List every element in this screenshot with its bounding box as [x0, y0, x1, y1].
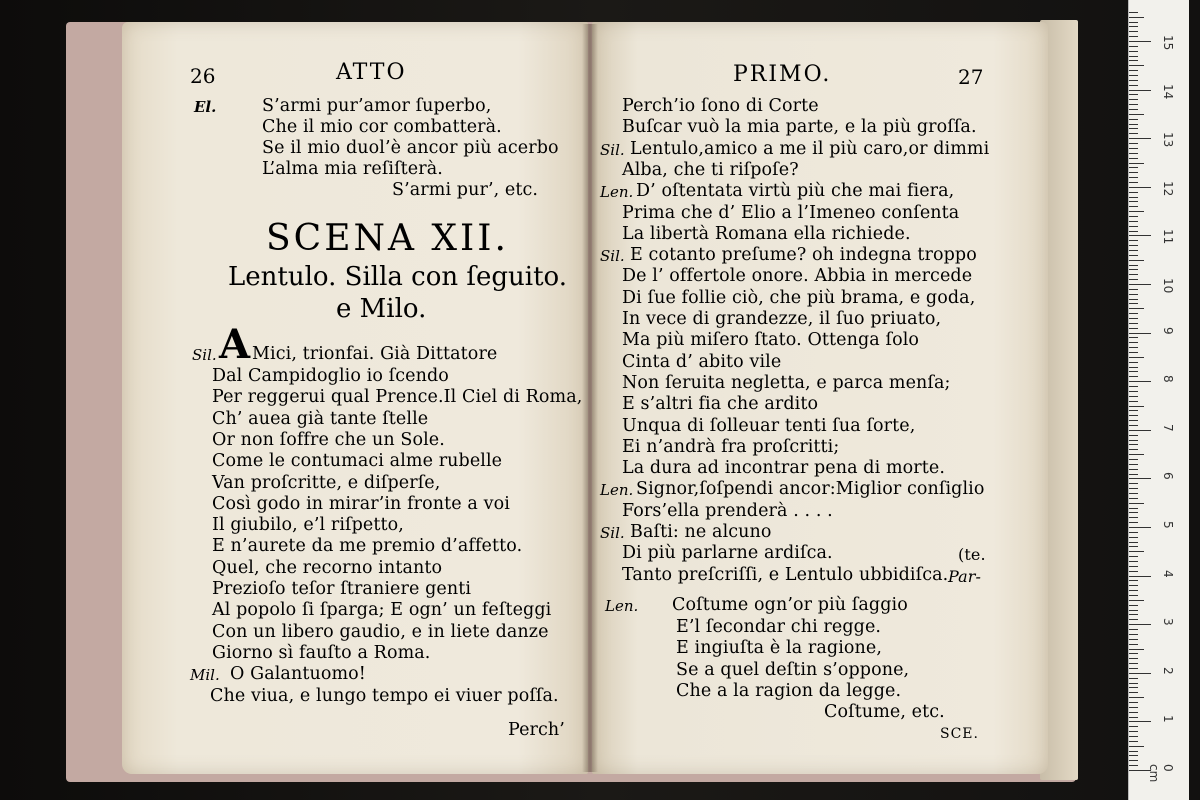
ruler-tick [1129, 12, 1138, 13]
catchword: SCE. [940, 726, 979, 742]
text-line: Prima che d’ Elio a l’Imeneo conſenta [622, 202, 960, 223]
ruler-tick [1129, 367, 1138, 368]
ruler-tick [1129, 449, 1138, 450]
ruler-tick [1129, 216, 1138, 217]
left-page-number: 26 [190, 64, 216, 88]
text-line: Fors’ella prenderà . . . . [622, 500, 833, 521]
aria-line: E ingiuſta è la ragione, [676, 638, 883, 658]
ruler-tick [1129, 260, 1144, 261]
text-line: Or non ſoffre che un Sole. [212, 429, 445, 450]
text-line: L’alma mia reſiſterà. [262, 159, 443, 179]
ruler-tick [1129, 566, 1138, 567]
ruler-number: 9 [1161, 326, 1175, 335]
ruler-tick [1129, 245, 1138, 246]
margin-note: (te. [958, 545, 986, 564]
ruler-tick [1129, 571, 1138, 572]
aria-line: Coſtume ogn’or più ſaggio [672, 595, 908, 615]
ruler-tick [1129, 148, 1138, 149]
ruler-tick [1129, 692, 1138, 693]
text-line: E cotanto preſume? oh indegna troppo [630, 245, 977, 266]
ruler-tick [1129, 65, 1144, 66]
ruler-tick [1129, 498, 1138, 499]
ruler-tick [1129, 542, 1138, 543]
ruler-tick [1129, 391, 1138, 392]
ruler-tick [1129, 454, 1144, 455]
ruler-tick [1129, 561, 1138, 562]
ruler-tick [1129, 532, 1138, 533]
ruler-number: 13 [1161, 132, 1175, 148]
text-line: Buſcar vuò la mia parte, e la più groſſa. [622, 117, 977, 138]
text-line: Prezioſo teſor ſtraniere genti [212, 579, 472, 599]
ruler-tick [1129, 197, 1138, 198]
ruler-tick [1129, 46, 1138, 47]
catchword: Perch’ [508, 720, 565, 740]
text-line: E s’altri fia che ardito [622, 394, 819, 415]
ruler-number: 3 [1161, 618, 1175, 626]
ruler-tick [1129, 133, 1138, 134]
text-line: Unqua di ſolleuar tenti ſua ſorte, [622, 415, 916, 436]
ruler-tick [1129, 231, 1138, 232]
book-gutter [582, 24, 598, 772]
ruler-tick [1129, 585, 1138, 586]
ruler-tick [1129, 624, 1151, 625]
text-line: Lentulo,amico a me il più caro,or dimmi [630, 138, 990, 159]
ruler-tick [1129, 153, 1138, 154]
ruler-tick [1129, 56, 1138, 57]
ruler-tick [1129, 163, 1144, 164]
ruler-tick [1129, 36, 1138, 37]
margin-note: Par- [948, 567, 982, 586]
text-line: Il giubilo, e’l riſpetto, [212, 515, 404, 536]
ruler-tick [1129, 440, 1138, 441]
text-line: Di ſue follie ciò, che più brama, e goda, [622, 287, 976, 308]
ruler-tick [1129, 751, 1138, 752]
text-line: Mici, trionfai. Già Dittatore [252, 344, 498, 364]
ruler-tick [1129, 376, 1138, 377]
ruler-tick [1129, 464, 1138, 465]
ruler-tick [1129, 444, 1138, 445]
right-running-head: PRIMO. [733, 62, 832, 87]
speaker-label: Mil. [190, 666, 220, 684]
ruler-tick [1129, 726, 1138, 727]
ruler-number: 1 [1161, 715, 1175, 724]
ruler-tick [1129, 158, 1138, 159]
text-line: Al popolo ſi ſparga; E ogn’ un feſteggi [212, 600, 552, 621]
ruler-tick [1129, 435, 1138, 436]
drop-cap: A [219, 321, 251, 368]
ruler-number: 6 [1161, 472, 1175, 481]
ruler-tick [1129, 605, 1138, 606]
text-line: Van proſcritte, e diſperſe, [212, 472, 441, 493]
ruler-tick [1129, 537, 1138, 538]
ruler-tick [1129, 172, 1138, 173]
ruler-tick [1129, 658, 1138, 659]
text-line: Ei n’andrà fra proſcritti; [622, 436, 840, 457]
text-line: Signor,ſoſpendi ancor:Miglior conſiglio [636, 479, 985, 500]
ruler-number: 10 [1161, 278, 1175, 294]
ruler-tick [1129, 474, 1138, 475]
scene-characters-cont: e Milo. [336, 294, 427, 324]
ruler-tick [1129, 503, 1144, 504]
ruler-tick [1129, 187, 1151, 188]
text-line: Dal Campidoglio io ſcendo [212, 366, 449, 386]
ruler-tick [1129, 17, 1144, 18]
ruler-tick [1129, 649, 1144, 650]
ruler-tick [1129, 289, 1138, 290]
ruler-tick [1129, 357, 1144, 358]
ruler-tick [1129, 396, 1138, 397]
ruler-tick [1129, 401, 1138, 402]
ruler-tick [1129, 527, 1151, 528]
ruler-tick [1129, 687, 1138, 688]
ruler-tick [1129, 109, 1138, 110]
ruler-tick [1129, 420, 1138, 421]
ruler-tick [1129, 255, 1138, 256]
ruler-tick [1129, 386, 1138, 387]
ruler-tick [1129, 347, 1138, 348]
ruler-tick [1129, 265, 1138, 266]
ruler-tick [1129, 619, 1138, 620]
ruler-tick [1129, 75, 1138, 76]
text-line: Giorno sì fauſto a Roma. [212, 642, 431, 663]
text-line: De l’ offertole onore. Abbia in mercede [622, 266, 973, 287]
ruler-tick [1129, 576, 1151, 577]
text-line: Come le contumaci alme rubelle [212, 451, 503, 472]
ruler-tick [1129, 371, 1138, 372]
speaker-label: Len. [600, 183, 634, 202]
ruler-tick [1129, 240, 1138, 241]
text-line: Cinta d’ abito vile [622, 351, 782, 372]
ruler-tick [1129, 124, 1138, 125]
text-line: Perch’io ſono di Corte [622, 96, 819, 116]
ruler-tick [1129, 629, 1138, 630]
ruler-tick [1129, 707, 1138, 708]
text-line: Così godo in mirar’in fronte a voi [212, 493, 510, 514]
ruler-tick [1129, 119, 1138, 120]
text-line: S’armi pur’amor ſuperbo, [262, 96, 492, 116]
ruler-tick [1129, 488, 1138, 489]
ruler-tick [1129, 668, 1138, 669]
aria-line: Se a quel deſtin s’oppone, [676, 659, 910, 680]
speaker-label: Sil. [600, 247, 625, 266]
speaker-label: Len. [605, 597, 639, 615]
measuring-ruler [1128, 0, 1189, 800]
ruler-tick [1129, 279, 1138, 280]
ruler-tick [1129, 31, 1138, 32]
ruler-tick [1129, 182, 1138, 183]
ruler-tick [1129, 765, 1138, 766]
text-line: La dura ad incontrar pena di morte. [622, 458, 946, 479]
ruler-number: 12 [1161, 180, 1175, 197]
speaker-label: Sil. [600, 140, 625, 159]
ruler-tick [1129, 702, 1138, 703]
ruler-tick [1129, 712, 1138, 713]
ruler-tick [1129, 600, 1144, 601]
ruler-tick [1129, 556, 1138, 557]
text-line: La libertà Romana ella richiede. [622, 223, 911, 244]
ruler-tick [1129, 333, 1151, 334]
ruler-tick [1129, 85, 1138, 86]
text-line: Che il mio cor combatterà. [262, 117, 502, 137]
ruler-tick [1129, 192, 1138, 193]
ruler-tick [1129, 41, 1151, 42]
ruler-tick [1129, 415, 1138, 416]
ruler-tick [1129, 551, 1144, 552]
ruler-tick [1129, 406, 1144, 407]
ruler-tick [1129, 610, 1138, 611]
ruler-tick [1129, 517, 1138, 518]
ruler-tick [1129, 741, 1138, 742]
text-line: Di più parlarne ardiſca. [622, 543, 833, 564]
ruler-tick [1129, 639, 1138, 640]
ruler-tick [1129, 595, 1138, 596]
speaker-label: Sil. [192, 346, 217, 364]
ruler-tick [1129, 299, 1138, 300]
ruler-number: 8 [1161, 375, 1175, 383]
ruler-tick [1129, 663, 1138, 664]
ruler-tick [1129, 459, 1138, 460]
ruler-tick [1129, 318, 1138, 319]
text-line: Quel, che recorno intanto [212, 557, 443, 578]
ruler-tick [1129, 478, 1151, 479]
ruler-tick [1129, 678, 1138, 679]
ruler-tick [1129, 546, 1138, 547]
ruler-tick [1129, 721, 1151, 722]
ruler-tick [1129, 250, 1138, 251]
ruler-tick [1129, 143, 1138, 144]
ruler-tick [1129, 167, 1138, 168]
text-line: Se il mio duol’è ancor più acerbo [262, 138, 559, 158]
ruler-tick [1129, 313, 1138, 314]
ruler-tick [1129, 425, 1138, 426]
ruler-number: 11 [1161, 229, 1175, 245]
ruler-tick [1129, 201, 1138, 202]
ruler-tick [1129, 342, 1138, 343]
ruler-tick [1129, 430, 1151, 431]
aria-line: Che a la ragion da legge. [676, 681, 902, 701]
ruler-tick [1129, 755, 1138, 756]
ruler-tick [1129, 508, 1138, 509]
ruler-number: 4 [1161, 569, 1175, 578]
ruler-tick [1129, 226, 1138, 227]
text-line: Che viua, e lungo tempo ei viuer poſſa. [210, 686, 559, 706]
ruler-tick [1129, 644, 1138, 645]
ruler-tick [1129, 274, 1138, 275]
speaker-label: Len. [600, 481, 634, 500]
ruler-number: 15 [1161, 35, 1175, 51]
ruler-tick [1129, 294, 1138, 295]
ruler-tick [1129, 104, 1138, 105]
aria-line: E’l ſecondar chi regge. [676, 616, 882, 637]
ruler-tick [1129, 26, 1138, 27]
ruler-tick [1129, 512, 1138, 513]
text-line: S’armi pur’, etc. [392, 180, 539, 200]
ruler-tick [1129, 308, 1144, 309]
ruler-tick [1129, 653, 1138, 654]
ruler-number: 7 [1161, 423, 1175, 432]
ruler-number: 5 [1161, 521, 1175, 529]
ruler-tick [1129, 206, 1138, 207]
ruler-number: 0 cm [1147, 764, 1175, 783]
ruler-tick [1129, 128, 1138, 129]
text-line: Tanto preſcriſſi, e Lentulo ubbidiſca. [622, 564, 949, 585]
ruler-tick [1129, 221, 1138, 222]
scene-characters: Lentulo. Silla con ſeguito. [228, 262, 568, 292]
ruler-tick [1129, 634, 1138, 635]
aria-refrain: Coſtume, etc. [824, 702, 945, 722]
ruler-number: 14 [1161, 83, 1175, 99]
ruler-tick [1129, 94, 1138, 95]
text-line: D’ oſtentata virtù più che mai fiera, [636, 181, 955, 202]
text-line: In vece di grandezze, il ſuo priuato, [622, 309, 942, 329]
ruler-tick [1129, 493, 1138, 494]
text-line: Alba, che ti riſpoſe? [622, 159, 799, 180]
ruler-tick [1129, 614, 1138, 615]
ruler-tick [1129, 138, 1151, 139]
text-line: Con un libero gaudio, e in liete danze [212, 621, 549, 642]
ruler-tick [1129, 114, 1144, 115]
ruler-tick [1129, 717, 1138, 718]
ruler-tick [1129, 362, 1138, 363]
ruler-tick [1129, 673, 1151, 674]
ruler-tick [1129, 736, 1138, 737]
ruler-tick [1129, 284, 1151, 285]
text-line: Ma più miſero ſtato. Ottenga ſolo [622, 330, 920, 351]
ruler-tick [1129, 328, 1138, 329]
ruler-tick [1129, 469, 1138, 470]
ruler-tick [1129, 410, 1138, 411]
ruler-tick [1129, 381, 1151, 382]
text-line: Ch’ auea già tante ſtelle [212, 408, 429, 429]
ruler-number: 2 [1161, 666, 1175, 675]
ruler-tick [1129, 211, 1144, 212]
ruler-tick [1129, 90, 1151, 91]
left-running-head: ATTO [336, 60, 407, 85]
ruler-tick [1129, 760, 1138, 761]
ruler-tick [1129, 683, 1138, 684]
ruler-tick [1129, 483, 1138, 484]
ruler-tick [1129, 70, 1138, 71]
ruler-tick [1129, 746, 1144, 747]
ruler-tick [1129, 303, 1138, 304]
ruler-tick [1129, 269, 1138, 270]
ruler-tick [1129, 731, 1138, 732]
scene-title: SCENA XII. [266, 218, 509, 259]
ruler-tick [1129, 522, 1138, 523]
text-line: Non ſeruita negletta, e parca menſa; [622, 372, 951, 393]
ruler-tick [1129, 352, 1138, 353]
ruler-tick [1129, 60, 1138, 61]
right-page-number: 27 [958, 65, 984, 89]
ruler-tick [1129, 177, 1138, 178]
ruler-tick [1129, 51, 1138, 52]
ruler-tick [1129, 99, 1138, 100]
ruler-tick [1129, 580, 1138, 581]
ruler-tick [1129, 697, 1144, 698]
ruler-tick [1129, 323, 1138, 324]
text-line: Baſti: ne alcuno [630, 522, 772, 542]
text-line: O Galantuomo! [230, 664, 366, 684]
ruler-tick [1129, 590, 1138, 591]
speaker-label: Sil. [600, 524, 625, 542]
text-line: Per reggerui qual Prence.Il Ciel di Roma, [212, 387, 583, 408]
ruler-tick [1129, 80, 1138, 81]
text-line: E n’aurete da me premio d’affetto. [212, 536, 523, 557]
ruler-tick [1129, 22, 1138, 23]
ruler-tick [1129, 337, 1138, 338]
ruler-tick [1129, 235, 1151, 236]
speaker-label: El. [194, 98, 217, 116]
